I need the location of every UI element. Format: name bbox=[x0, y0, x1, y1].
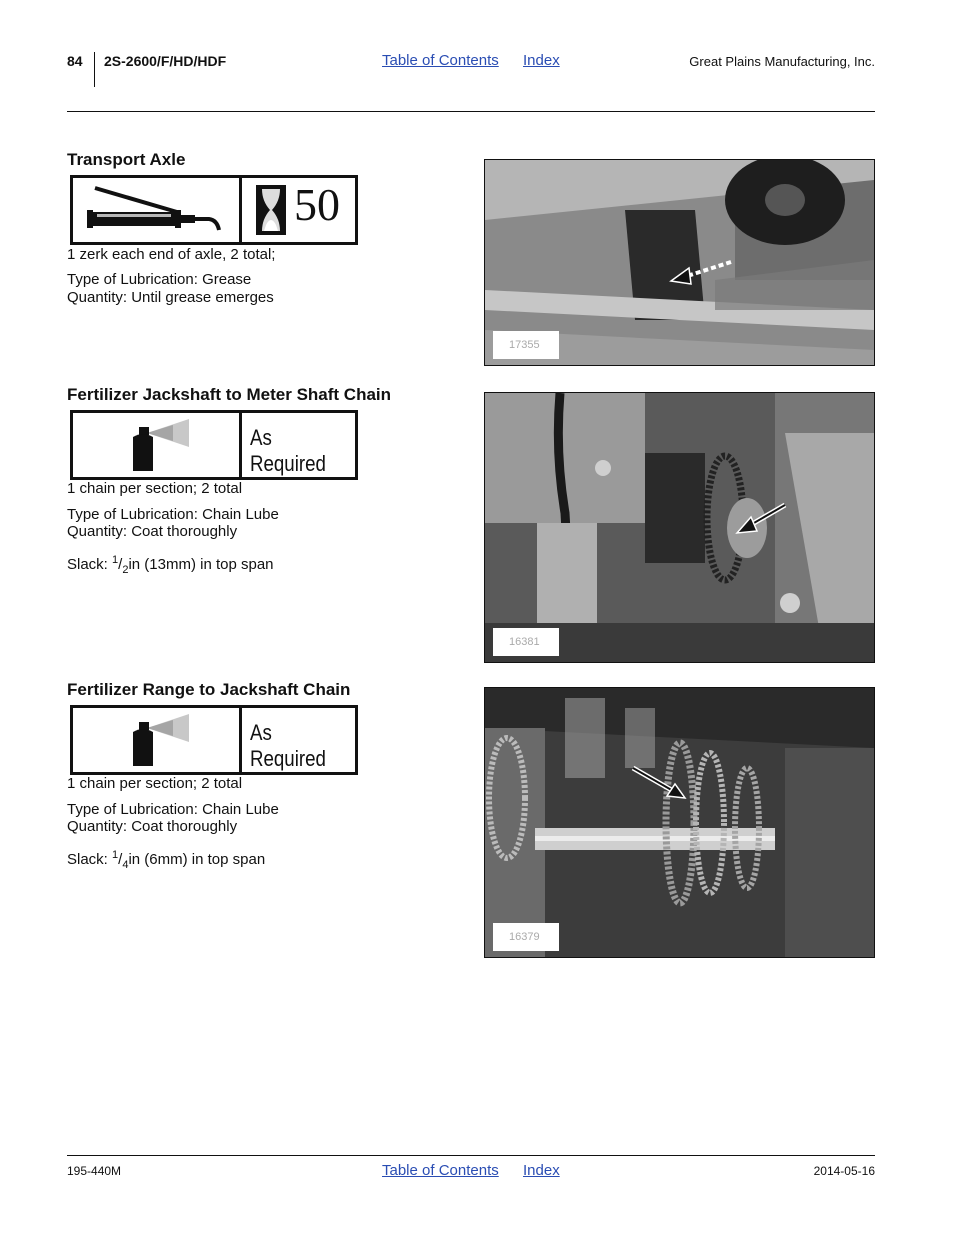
slack-value: in (6mm) in top span bbox=[128, 851, 266, 868]
section-line: 1 chain per section; 2 total bbox=[67, 480, 243, 497]
slack-value: in (13mm) in top span bbox=[128, 556, 274, 573]
slack-spec: Slack: $^1/_4in$ (6mm) in top span bbox=[67, 849, 266, 871]
doc-date: 2014-05-16 bbox=[813, 1164, 875, 1178]
header-toc-link[interactable]: Table of Contents bbox=[382, 52, 499, 69]
interval-as-required: As Required bbox=[250, 425, 326, 476]
section-title-range-jackshaft-chain: Fertilizer Range to Jackshaft Chain bbox=[67, 680, 351, 699]
footer-toc-link[interactable]: Table of Contents bbox=[382, 1162, 499, 1179]
section-line: Type of Lubrication: Chain Lube bbox=[67, 801, 279, 818]
page-number: 84 bbox=[67, 53, 83, 69]
lube-box-jackshaft-meter-chain bbox=[70, 410, 358, 480]
photo-transport-axle bbox=[484, 159, 875, 366]
photo-label: 17355 bbox=[493, 331, 559, 359]
slack-denominator: 4 bbox=[122, 859, 129, 871]
section-title-jackshaft-meter-chain: Fertilizer Jackshaft to Meter Shaft Chain bbox=[67, 385, 392, 404]
header-index-link[interactable]: Index bbox=[523, 52, 560, 69]
spray-can-icon bbox=[73, 708, 242, 772]
photo-jackshaft-meter-chain bbox=[484, 392, 875, 663]
section-line: 1 zerk each end of axle, 2 total; bbox=[67, 246, 276, 263]
slack-numerator: 1 bbox=[112, 554, 119, 566]
section-line: Type of Lubrication: Chain Lube bbox=[67, 506, 279, 523]
photo-range-jackshaft-chain bbox=[484, 687, 875, 958]
slack-label: Slack: bbox=[67, 556, 113, 573]
section-line: 1 chain per section; 2 total bbox=[67, 775, 243, 792]
model-name: 2S-2600/F/HD/HDF bbox=[104, 53, 227, 69]
slack-spec: Slack: $^1/_2in$ (13mm) in top span bbox=[67, 554, 274, 576]
photo-label: 16381 bbox=[493, 628, 559, 656]
footer-rule bbox=[67, 1155, 875, 1156]
lube-box-range-jackshaft-chain bbox=[70, 705, 358, 775]
lube-box-transport-axle bbox=[70, 175, 358, 245]
slack-numerator: 1 bbox=[112, 849, 119, 861]
interval-as-required: As Required bbox=[250, 720, 326, 771]
section-line: Quantity: Coat thoroughly bbox=[67, 818, 238, 835]
header-divider bbox=[94, 52, 95, 87]
section-line: Quantity: Coat thoroughly bbox=[67, 523, 238, 540]
footer-index-link[interactable]: Index bbox=[523, 1162, 560, 1179]
doc-number: 195-440M bbox=[67, 1164, 122, 1178]
interval-hours: 50 bbox=[294, 179, 340, 230]
slack-label: Slack: bbox=[67, 851, 113, 868]
grease-gun-icon bbox=[73, 178, 242, 242]
hourglass-icon bbox=[256, 185, 286, 235]
slack-denominator: 2 bbox=[122, 564, 129, 576]
section-line: Quantity: Until grease emerges bbox=[67, 289, 274, 306]
spray-can-icon bbox=[73, 413, 242, 477]
section-line: Type of Lubrication: Grease bbox=[67, 271, 252, 288]
company-name: Great Plains Manufacturing, Inc. bbox=[689, 54, 875, 69]
photo-label: 16379 bbox=[493, 923, 559, 951]
header-rule bbox=[67, 111, 875, 112]
section-title-transport-axle: Transport Axle bbox=[67, 150, 186, 169]
